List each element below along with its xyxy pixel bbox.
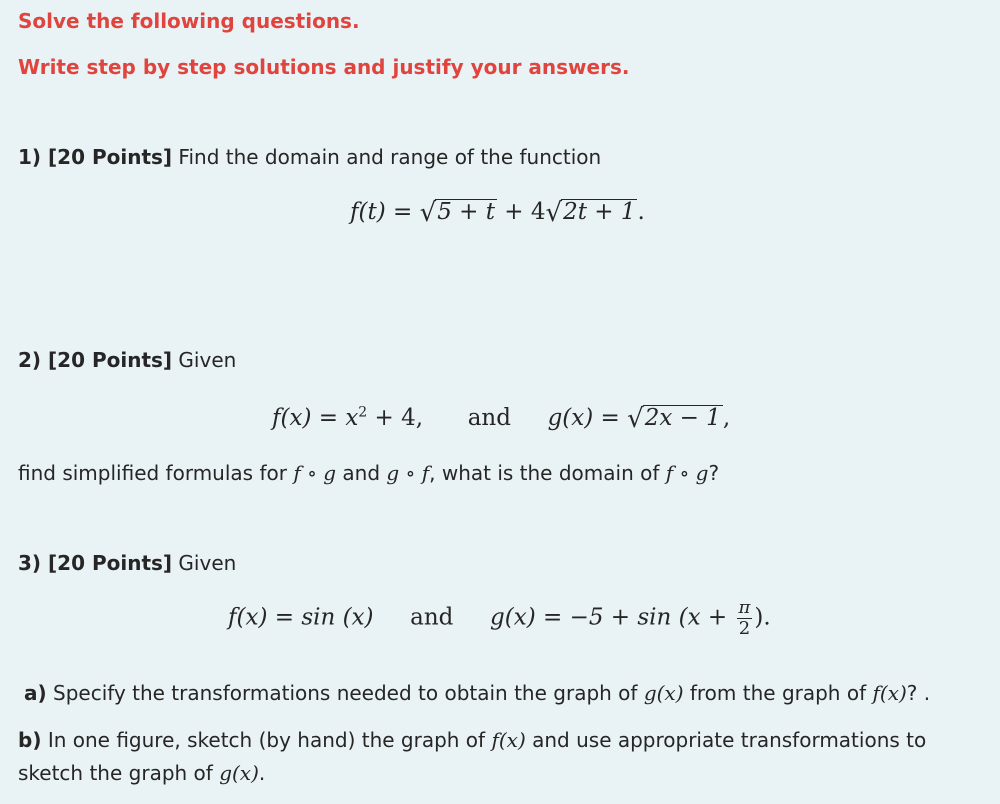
- question-1-header: [18, 145, 601, 169]
- q3-fraction: [737, 598, 753, 639]
- question-3-number: 3) [20 Points]: [18, 551, 173, 575]
- question-3-part-a: [24, 681, 930, 705]
- q1-lhs: f(t): [350, 199, 386, 225]
- q1-sqrt-2-content: 2t + 1: [563, 199, 636, 225]
- q1-end: .: [637, 199, 645, 225]
- q3-g-definition: g(x) = −5 + sin (x +: [490, 604, 728, 631]
- q2-follow-d: ?: [708, 461, 720, 485]
- q3-b-f: f(x): [491, 728, 526, 752]
- q2-and: and: [467, 405, 511, 431]
- question-1-text: Find the domain and range of the function: [178, 145, 602, 169]
- q3-a-text: Specify the transformations needed to obtain the graph of: [53, 681, 644, 705]
- q3-and: and: [410, 604, 454, 631]
- q2-g-sqrt-content: 2x − 1: [644, 405, 721, 431]
- q3-fraction-numerator: π: [738, 597, 751, 618]
- question-2-follow-up: [18, 461, 719, 485]
- question-2-header: [18, 348, 236, 372]
- q1-sqrt-1: √5 + t: [419, 198, 495, 228]
- q3-b-text-1: In one figure, sketch (by hand) the graph of: [47, 728, 492, 752]
- question-2-number: 2) [20 Points]: [18, 348, 173, 372]
- q1-equals: =: [393, 199, 413, 225]
- q1-plus-four: + 4: [504, 199, 546, 225]
- q3-b-g: g(x): [219, 761, 259, 785]
- q3-b-end: .: [258, 761, 266, 785]
- q3-a-mid: from the graph of: [683, 681, 873, 705]
- question-3-formula: [228, 598, 771, 639]
- q2-follow-a: find simplified formulas for: [18, 461, 294, 485]
- q3-a-end: ? .: [906, 681, 931, 705]
- instruction-line-1: Solve the following questions.: [18, 9, 360, 33]
- q3-a-g: g(x): [643, 681, 684, 705]
- question-1-formula: [350, 196, 645, 226]
- q1-sqrt-1-content: 5 + t: [437, 199, 495, 225]
- q1-sqrt-2: √2t + 1: [545, 198, 636, 228]
- q3-b-label: b): [18, 728, 42, 752]
- question-3-part-b: [18, 728, 926, 752]
- question-3-text: Given: [178, 551, 237, 575]
- q3-a-label: a): [24, 681, 47, 705]
- q2-g-definition: g(x) =: [547, 405, 620, 431]
- q2-follow-b: and: [336, 461, 387, 485]
- question-3-part-b-cont: [18, 761, 265, 785]
- q3-a-f: f(x): [872, 681, 907, 705]
- q3-g-end: ).: [754, 604, 771, 631]
- question-1-number: 1) [20 Points]: [18, 145, 173, 169]
- q2-g-sqrt: √2x − 1: [627, 404, 721, 434]
- q2-f-definition: f(x) = x: [272, 405, 359, 431]
- question-2-formula: [272, 402, 730, 432]
- q2-follow-c: , what is the domain of: [429, 461, 666, 485]
- q3-b-text-2: and use appropriate transformations to: [525, 728, 927, 752]
- q3-fraction-denominator: 2: [738, 617, 751, 639]
- q2-gof: g ∘ f: [386, 461, 430, 485]
- instruction-line-2: Write step by step solutions and justify your answers.: [18, 55, 630, 79]
- q2-f-exponent: 2: [358, 404, 368, 421]
- question-3-header: [18, 551, 236, 575]
- question-2-text: Given: [178, 348, 237, 372]
- q3-f-definition: f(x) = sin (x): [228, 604, 374, 631]
- q2-fog-2: f ∘ g: [665, 461, 709, 485]
- q2-fog: f ∘ g: [293, 461, 337, 485]
- q2-f-rest: + 4,: [374, 405, 424, 431]
- q2-g-end: ,: [722, 405, 731, 431]
- q3-b-text-3: sketch the graph of: [18, 761, 220, 785]
